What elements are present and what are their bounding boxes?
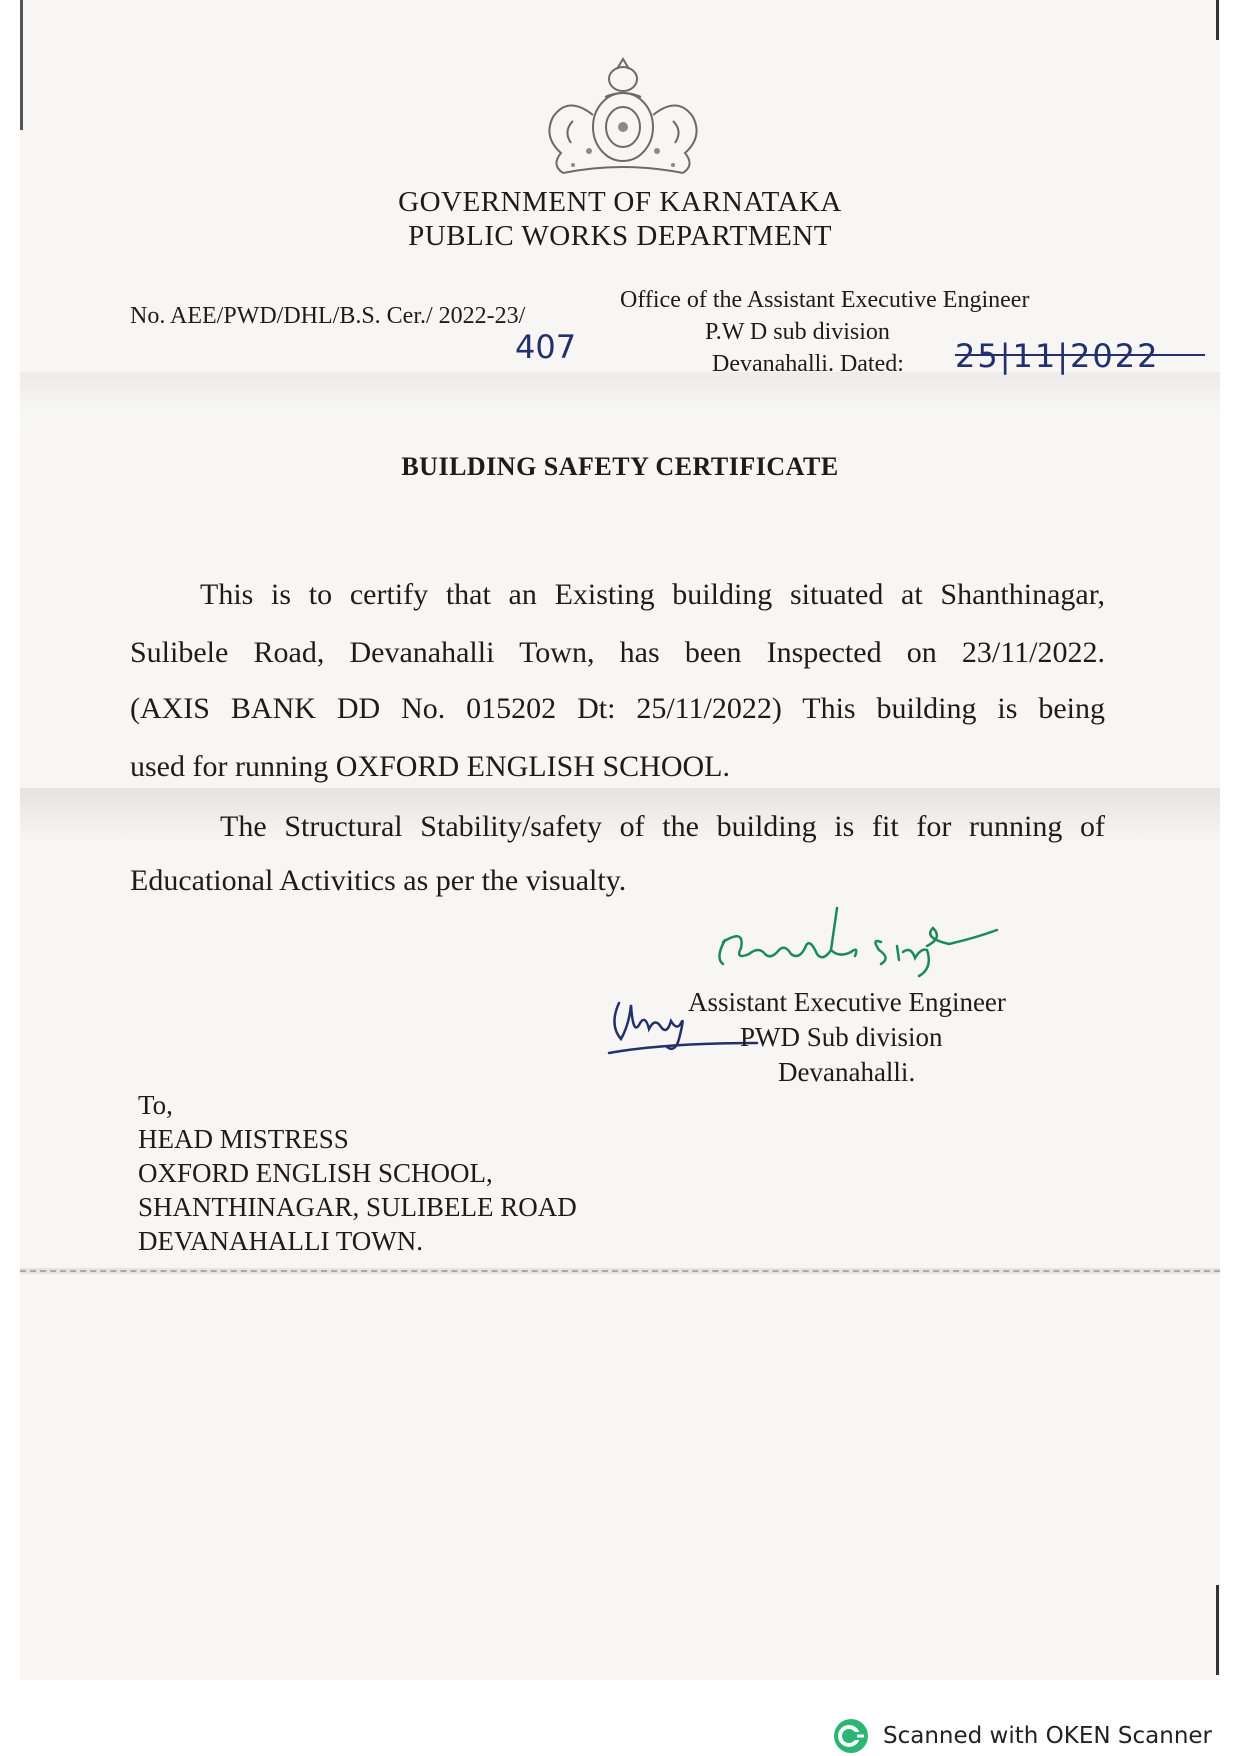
scanner-watermark: [833, 1716, 1212, 1756]
reference-number: No. AEE/PWD/DHL/B.S. Cer./ 2022-23/: [130, 303, 526, 329]
designation-line-2: PWD Sub division: [740, 1022, 943, 1052]
addressee-line-2: OXFORD ENGLISH SCHOOL,: [138, 1158, 493, 1188]
designation-line-3: Devanahalli.: [778, 1057, 916, 1087]
handwritten-reference-number: 407: [515, 328, 577, 366]
body-line-3: (AXIS BANK DD No. 015202 Dt: 25/11/2022) This building is being: [130, 692, 1105, 725]
addressee-line-1: HEAD MISTRESS: [138, 1124, 349, 1154]
government-heading: GOVERNMENT OF KARNATAKA: [398, 186, 842, 218]
karnataka-emblem-icon: [533, 55, 713, 180]
date-underline: [955, 354, 1205, 356]
department-heading: PUBLIC WORKS DEPARTMENT: [408, 220, 832, 252]
engineer-signature: [705, 898, 1005, 978]
body-line-1: This is to certify that an Existing building situated at Shanthinagar,: [200, 578, 1105, 611]
designation-line-1: Assistant Executive Engineer: [688, 987, 1006, 1017]
paper-edge-left: [20, 0, 23, 130]
body-line-4: used for running OXFORD ENGLISH SCHOOL.: [130, 750, 730, 783]
certificate-title: BUILDING SAFETY CERTIFICATE: [401, 452, 839, 481]
paper-fold: [20, 372, 1220, 420]
addressee-line-4: DEVANAHALLI TOWN.: [138, 1226, 423, 1256]
paper-edge-right-bottom: [1216, 1585, 1219, 1675]
handwritten-date: 25|11|2022: [955, 337, 1160, 375]
scanner-watermark-text: Scanned with OKEN Scanner: [883, 1723, 1212, 1749]
office-line-1: Office of the Assistant Executive Engineer: [620, 287, 1030, 313]
paper-edge-right-top: [1216, 0, 1219, 40]
body-line-5: The Structural Stability/safety of the building is fit for running of: [220, 810, 1105, 843]
office-line-2: P.W D sub division: [705, 319, 890, 345]
addressee-salutation: To,: [138, 1090, 173, 1120]
addressee-line-3: SHANTHINAGAR, SULIBELE ROAD: [138, 1192, 577, 1222]
office-line-3: Devanahalli. Dated:: [712, 351, 904, 377]
oken-scanner-logo-icon: [833, 1718, 869, 1754]
perforation-line: [20, 1270, 1220, 1272]
body-line-2: Sulibele Road, Devanahalli Town, has been Inspected on 23/11/2022.: [130, 636, 1105, 669]
body-line-6: Educational Activitics as per the visualty.: [130, 864, 627, 897]
